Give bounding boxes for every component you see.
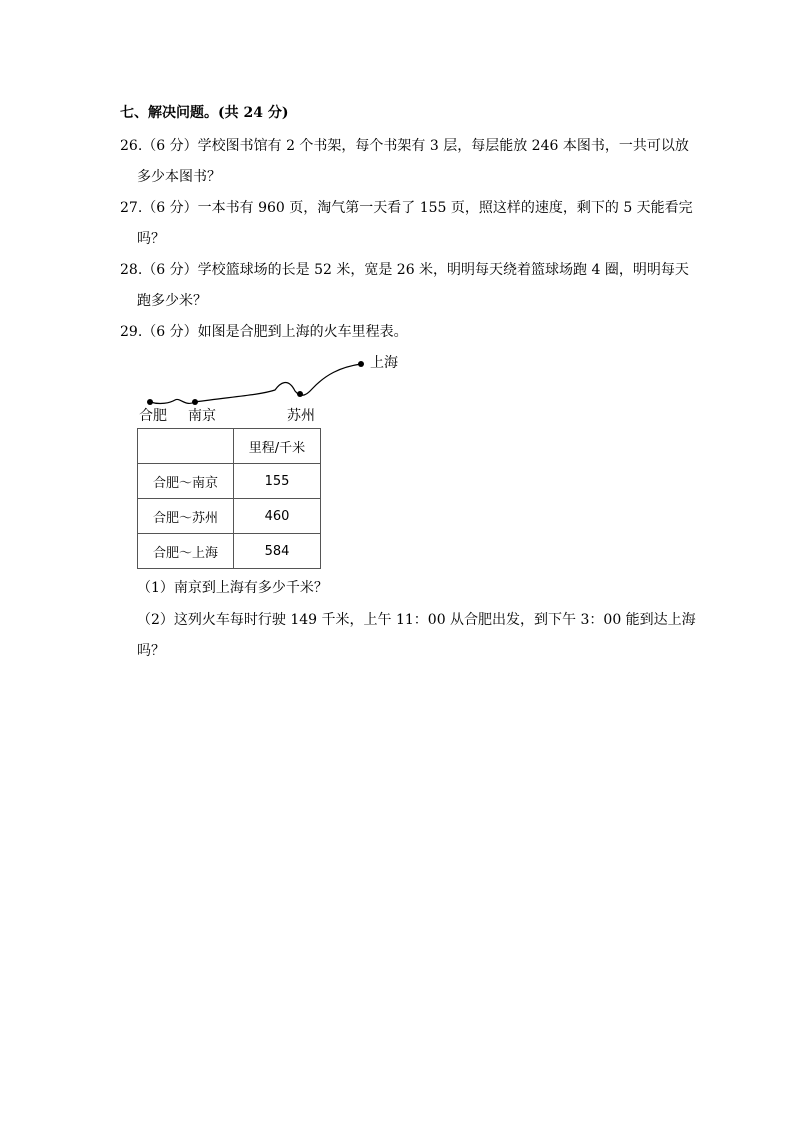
question-28-line-2: 跑多少米？ — [137, 293, 207, 309]
table-header-row — [138, 429, 321, 464]
mileage-table — [137, 428, 321, 569]
table-cell-route: 合肥～南京 — [138, 464, 234, 499]
table-cell-distance: 460 — [234, 499, 321, 534]
nanjing-label: 南京 — [188, 408, 216, 424]
question-27-line-1: 27.（6 分）一本书有 960 页，淘气第一天看了 155 页，照这样的速度，剩下的 5 天能看完 — [120, 200, 693, 216]
table-header-cell-distance: 里程/千米 — [234, 429, 321, 464]
table-row — [138, 464, 321, 499]
question-26-line-1: 26.（6 分）学校图书馆有 2 个书架，每个书架有 3 层，每层能放 246 本图书，一共可以放 — [120, 138, 689, 154]
shanghai-station-dot — [358, 361, 364, 367]
table-row — [138, 534, 321, 569]
question-28-line-1: 28.（6 分）学校篮球场的长是 52 米，宽是 26 米，明明每天绕着篮球场跑 4 圈，明明每天 — [120, 262, 689, 278]
suzhou-station-dot — [297, 391, 303, 397]
sub-question-2-line-2: 吗？ — [137, 643, 165, 659]
section-title: 七、解决问题。(共 24 分) — [120, 105, 289, 121]
shanghai-label: 上海 — [370, 355, 398, 371]
table-cell-route: 合肥～上海 — [138, 534, 234, 569]
railway-line — [150, 364, 361, 403]
table-cell-distance: 155 — [234, 464, 321, 499]
suzhou-label: 苏州 — [287, 408, 315, 424]
question-29-line-1: 29.（6 分）如图是合肥到上海的火车里程表。 — [120, 324, 408, 340]
sub-question-1: （1）南京到上海有多少千米？ — [137, 580, 328, 596]
table-cell-distance: 584 — [234, 534, 321, 569]
table-row — [138, 499, 321, 534]
railway-route-map — [130, 345, 430, 425]
question-26-line-2: 多少本图书？ — [137, 169, 221, 185]
hefei-label: 合肥 — [139, 408, 167, 424]
sub-question-2-line-1: （2）这列火车每时行驶 149 千米，上午 11：00 从合肥出发，到下午 3：00 能到达上海 — [137, 612, 696, 628]
table-cell-route: 合肥～苏州 — [138, 499, 234, 534]
question-27-line-2: 吗？ — [137, 231, 165, 247]
table-header-cell-empty — [138, 429, 234, 464]
